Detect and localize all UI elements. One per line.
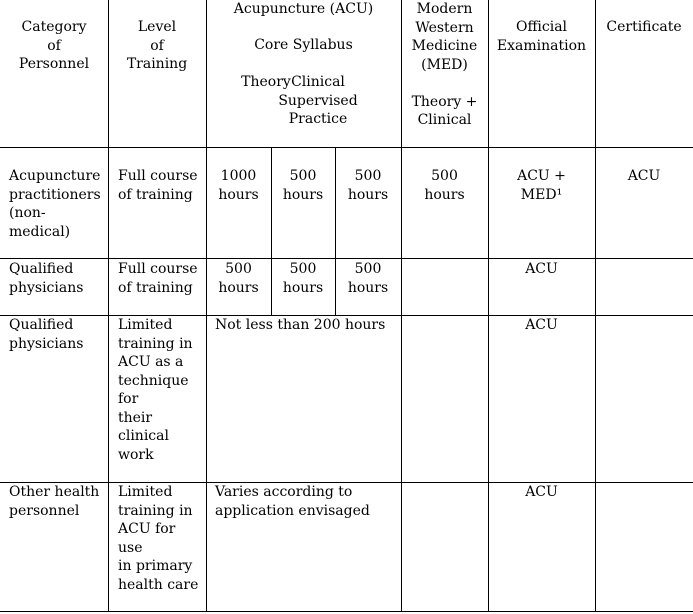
row-4-level: Limited training in ACU for use in primary health care — [118, 484, 199, 593]
rule-header-bottom — [0, 147, 693, 148]
header-acu-theory: Theory — [241, 74, 291, 90]
rule-col-4 — [488, 0, 489, 612]
row-1-med: 500 hours — [424, 168, 465, 203]
row-1-clinical-b: 500 hours — [347, 168, 389, 203]
row-2-category: Qualified physicians — [9, 261, 84, 296]
row-1-category: Acupuncture practitioners (non- medical) — [9, 168, 101, 240]
row-3-exam: ACU — [525, 317, 558, 333]
row-2-exam: ACU — [525, 261, 558, 277]
row-1-clinical-a: 500 hours — [282, 168, 324, 203]
row-3-level: Limited training in ACU as a technique for their clinical work — [118, 317, 193, 463]
row-3-category: Qualified physicians — [9, 317, 84, 352]
row-4-exam: ACU — [525, 484, 558, 500]
header-med: Modern Western Medicine (MED) Theory + Clinical — [411, 1, 478, 128]
row-2-clinical-b: 500 hours — [347, 261, 389, 296]
header-exam: Official Examination — [496, 19, 587, 54]
rule-col-5 — [595, 0, 596, 612]
row-1-level: Full course of training — [118, 168, 198, 203]
row-2-clinical-a: 500 hours — [282, 261, 324, 296]
row-4-category: Other health personnel — [9, 484, 100, 519]
row-2-level: Full course of training — [118, 261, 198, 296]
row-3-acu-span: Not less than 200 hours — [215, 317, 386, 333]
row-1-exam: ACU + MED¹ — [517, 168, 566, 203]
rule-col-1 — [108, 0, 109, 612]
header-level: Level of Training — [126, 19, 188, 72]
rule-col-2 — [206, 0, 207, 612]
header-category: Category of Personnel — [18, 19, 90, 72]
header-acu-clinical: Clinical Supervised Practice — [278, 74, 358, 127]
row-4-acu-span: Varies according to application envisaged — [215, 484, 370, 519]
header-certificate: Certificate — [606, 19, 682, 35]
rule-table-bottom — [0, 611, 693, 612]
rule-row-1-bottom — [0, 258, 693, 259]
row-2-theory: 500 hours — [218, 261, 259, 296]
header-acu-core: Core Syllabus — [254, 37, 353, 53]
row-1-theory: 1000 hours — [218, 168, 259, 203]
header-acu-title: Acupuncture (ACU) — [233, 1, 374, 17]
row-1-certificate: ACU — [627, 168, 661, 184]
